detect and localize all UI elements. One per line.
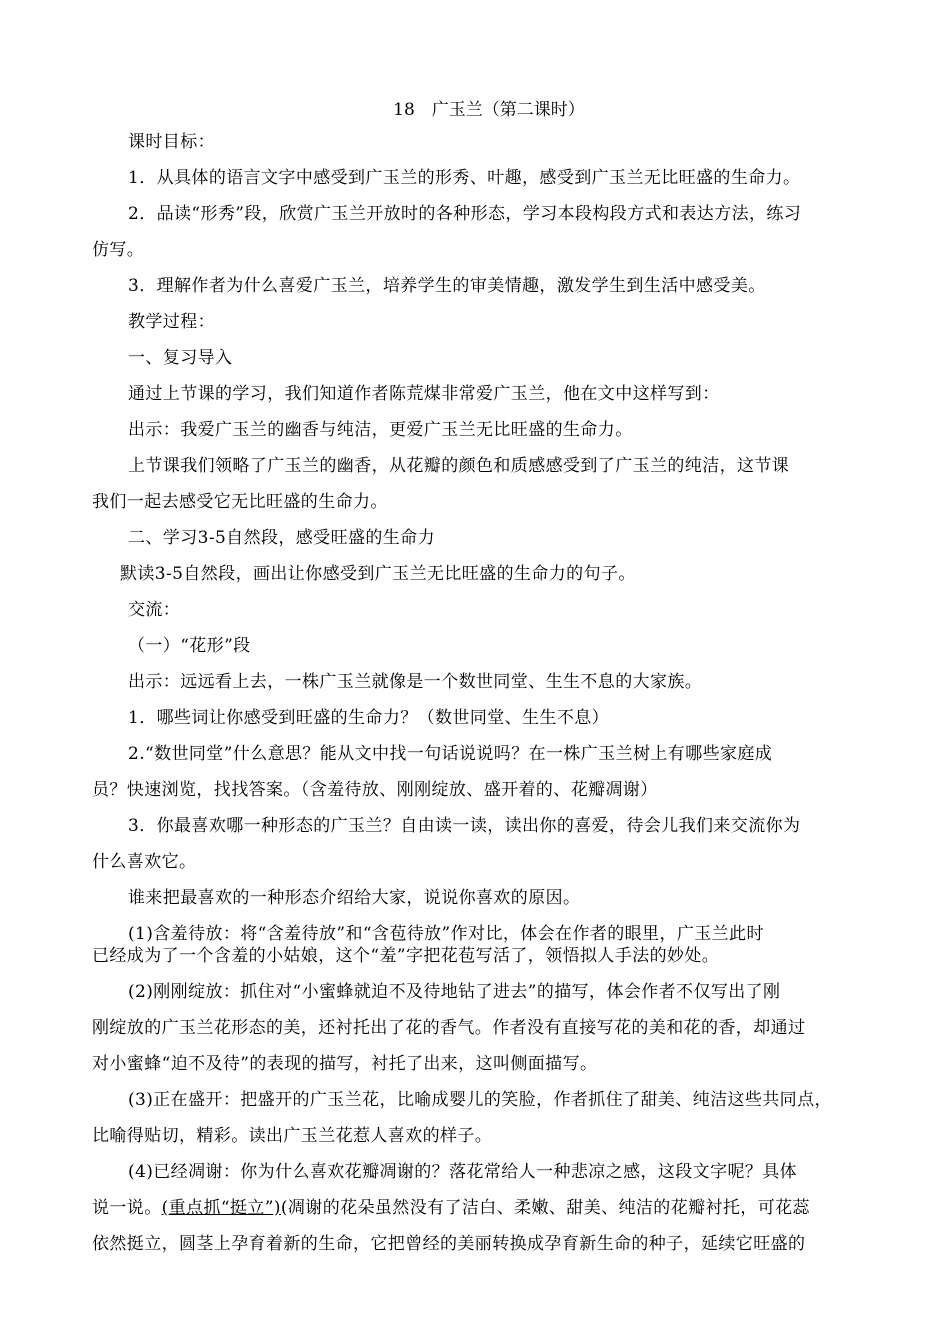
question-2-line-1: 2.“数世同堂”什么意思？能从文中找一句话说说吗？在一株广玉兰树上有哪些家庭成: [128, 744, 773, 764]
paragraph-show-2: 出示：远远看上去，一株广玉兰就像是一个数世同堂、生生不息的大家族。: [128, 672, 703, 692]
item-1-line-1: (1)含羞待放：将“含羞待放”和“含苞待放”作对比，体会在作者的眼里，广玉兰此时: [128, 924, 764, 944]
goals-heading: 课时目标：: [128, 132, 215, 152]
paragraph-show-1: 出示：我爱广玉兰的幽香与纯洁，更爱广玉兰无比旺盛的生命力。: [128, 420, 633, 440]
paragraph-intro-line-2: 我们一起去感受它无比旺盛的生命力。: [92, 492, 388, 512]
goal-2-line-2: 仿写。: [92, 240, 145, 260]
paragraph-review: 通过上节课的学习，我们知道作者陈荒煤非常爱广玉兰，他在文中这样写到：: [128, 384, 720, 404]
item-2-line-2: 刚绽放的广玉兰花形态的美，还衬托出了花的香气。作者没有直接写花的美和花的香，却通过: [92, 1018, 806, 1038]
section-2-heading: 二、学习3-5自然段，感受旺盛的生命力: [128, 528, 435, 548]
item-4-line-2-start: 说一说。: [92, 1198, 162, 1218]
question-3-line-2: 什么喜欢它。: [92, 852, 197, 872]
process-heading: 教学过程：: [128, 312, 215, 332]
paragraph-introduce: 谁来把最喜欢的一种形态介绍给大家，说说你喜欢的原因。: [128, 888, 581, 908]
goal-1: 1．从具体的语言文字中感受到广玉兰的形秀、叶趣，感受到广玉兰无比旺盛的生命力。: [128, 168, 801, 188]
document-page: [92, 96, 872, 1262]
goal-3: 3．理解作者为什么喜爱广玉兰，培养学生的审美情趣，激发学生到生活中感受美。: [128, 276, 766, 296]
item-2-line-3: 对小蜜蜂“迫不及待”的表现的描写，衬托了出来，这叫侧面描写。: [92, 1054, 598, 1074]
item-1-block: [92, 916, 872, 974]
paragraph-intro-line-1: 上节课我们领略了广玉兰的幽香，从花瓣的颜色和质感感受到了广玉兰的纯洁，这节课: [128, 456, 790, 476]
item-2-line-1: (2)刚刚绽放：抓住对“小蜜蜂就迫不及待地钻了进去”的描写，体会作者不仅写出了刚: [128, 982, 781, 1002]
paragraph-exchange: 交流：: [128, 600, 181, 620]
item-1-line-2: 已经成为了一个含羞的小姑娘，这个“羞”字把花苞写活了，领悟拟人手法的妙处。: [92, 946, 720, 966]
item-4-line-2: [92, 1190, 872, 1226]
subsection-1-heading: （一）“花形”段: [128, 636, 251, 656]
item-3-line-2: 比喻得贴切，精彩。读出广玉兰花惹人喜欢的样子。: [92, 1126, 493, 1146]
question-2-line-2: 员？快速浏览，找找答案。（含羞待放、刚刚绽放、盛开着的、花瓣凋谢）: [92, 780, 658, 800]
question-1: 1．哪些词让你感受到旺盛的生命力？（数世同堂、生生不息）: [128, 708, 610, 728]
paragraph-silent-read: 默读3-5自然段，画出让你感受到广玉兰无比旺盛的生命力的句子。: [120, 564, 636, 584]
question-3-line-1: 3．你最喜欢哪一种形态的广玉兰？自由读一读，读出你的喜爱，待会儿我们来交流你为: [128, 816, 801, 836]
lesson-title: 18 广玉兰（第二课时）: [393, 100, 585, 120]
key-point-underlined: (重点抓“挺立”): [161, 1198, 281, 1218]
item-4-line-2-rest: (凋谢的花朵虽然没有了洁白、柔嫩、甜美、纯洁的花瓣衬托，可花蕊: [280, 1198, 810, 1218]
item-4-line-3: 依然挺立，圆茎上孕育着新的生命，它把曾经的美丽转换成孕育新生命的种子，延续它旺盛的: [92, 1234, 806, 1254]
item-4-line-1: (4)已经凋谢：你为什么喜欢花瓣凋谢的？落花常给人一种悲凉之感，这段文字呢？具体: [128, 1162, 798, 1182]
goal-2-line-1: 2．品读“形秀”段，欣赏广玉兰开放时的各种形态，学习本段构段方式和表达方法，练习: [128, 204, 802, 224]
item-3-line-1: (3)正在盛开：把盛开的广玉兰花，比喻成婴儿的笑脸，作者抓住了甜美、纯洁这些共同点，: [128, 1090, 832, 1110]
section-1-heading: 一、复习导入: [128, 348, 233, 368]
